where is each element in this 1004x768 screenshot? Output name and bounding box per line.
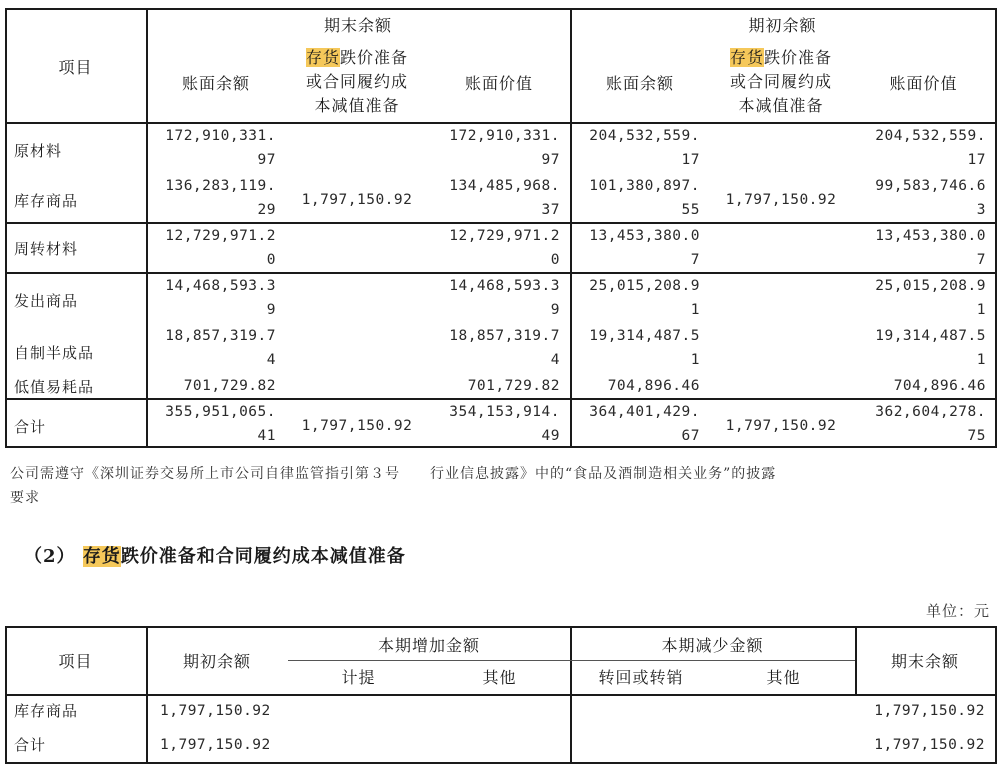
cell-e-val bbox=[430, 374, 560, 398]
cell-e-val bbox=[430, 124, 560, 172]
col-header-value: 账面价值 bbox=[464, 74, 533, 93]
cell-text: 1 bbox=[976, 352, 986, 368]
cell-text: 4 bbox=[266, 352, 276, 368]
cell-text: 67 bbox=[681, 428, 700, 444]
col-header-reserve: 存货跌价准备 或合同履约成 本减值准备 bbox=[729, 48, 833, 115]
cell-b-bal bbox=[574, 274, 700, 322]
cell-text: 13,453,380.0 bbox=[589, 228, 700, 244]
row-label: 库存商品 bbox=[14, 192, 79, 210]
cell-b-res: 1,797,150.92 bbox=[725, 418, 837, 434]
cell-text: 99,583,746.6 bbox=[875, 178, 986, 194]
cell-text: 19,314,487.5 bbox=[875, 328, 986, 344]
cell-text: 18,857,319.7 bbox=[449, 328, 560, 344]
group-header-begin: 期初余额 bbox=[748, 16, 817, 35]
cell-text: 9 bbox=[550, 302, 560, 318]
cell-e-val bbox=[430, 174, 560, 222]
subheader-divider bbox=[288, 660, 855, 661]
cell-b-bal bbox=[574, 374, 700, 398]
col-header-provision: 计提 bbox=[341, 668, 376, 687]
cell-text: 55 bbox=[681, 202, 700, 218]
cell-b-bal bbox=[574, 174, 700, 222]
row-label: 发出商品 bbox=[14, 292, 79, 310]
table-border-right bbox=[995, 626, 997, 764]
cell-e-val bbox=[430, 274, 560, 322]
row-label: 周转材料 bbox=[14, 240, 79, 258]
table-border-right bbox=[995, 8, 997, 448]
table-border-left bbox=[5, 626, 7, 764]
group-header-decrease: 本期减少金额 bbox=[661, 636, 764, 655]
cell-text: 172,910,331. bbox=[165, 128, 276, 144]
cell-e-bal bbox=[150, 224, 276, 272]
cell-e-bal bbox=[150, 124, 276, 172]
col-header-other: 其他 bbox=[482, 668, 517, 687]
cell-text: 18,857,319.7 bbox=[165, 328, 276, 344]
cell-b-val bbox=[856, 174, 986, 222]
cell-text: 701,729.82 bbox=[467, 378, 560, 394]
cell-text: 7 bbox=[976, 252, 986, 268]
cell-text: 41 bbox=[257, 428, 276, 444]
cell-b-val bbox=[856, 324, 986, 372]
group-header-increase: 本期增加金额 bbox=[377, 636, 480, 655]
cell-text: 12,729,971.2 bbox=[449, 228, 560, 244]
col-header-reversal: 转回或转销 bbox=[598, 668, 684, 687]
cell-e-val bbox=[430, 400, 560, 448]
cell-text: 9 bbox=[266, 302, 276, 318]
col-header-begin: 期初余额 bbox=[182, 652, 251, 671]
table-border-top bbox=[5, 626, 997, 628]
row-label: 原材料 bbox=[14, 142, 63, 160]
row-label: 合计 bbox=[14, 418, 47, 436]
cell-text: 97 bbox=[541, 152, 560, 168]
col-header-balance: 账面余额 bbox=[181, 74, 250, 93]
cell-text: 362,604,278. bbox=[875, 404, 986, 420]
cell-text: 704,896.46 bbox=[893, 378, 986, 394]
cell-b-val bbox=[856, 400, 986, 448]
cell-text: 355,951,065. bbox=[165, 404, 276, 420]
cell-text: 701,729.82 bbox=[183, 378, 276, 394]
cell-text: 13,453,380.0 bbox=[875, 228, 986, 244]
cell-e-bal bbox=[150, 324, 276, 372]
cell-b-bal bbox=[574, 400, 700, 448]
cell-e-res: 1,797,150.92 bbox=[301, 418, 413, 434]
col-header-other: 其他 bbox=[766, 668, 801, 687]
cell-end: 1,797,150.92 bbox=[874, 703, 985, 719]
row-label: 合计 bbox=[14, 736, 47, 754]
highlight-mark: 存货 bbox=[82, 546, 121, 567]
cell-text: 204,532,559. bbox=[589, 128, 700, 144]
cell-text: 1 bbox=[690, 352, 700, 368]
cell-text: 25,015,208.9 bbox=[875, 278, 986, 294]
table-border-bottom bbox=[5, 762, 997, 764]
cell-text: 4 bbox=[550, 352, 560, 368]
cell-text: 204,532,559. bbox=[875, 128, 986, 144]
cell-e-val bbox=[430, 224, 560, 272]
cell-e-bal bbox=[150, 274, 276, 322]
cell-text: 101,380,897. bbox=[589, 178, 700, 194]
cell-b-res: 1,797,150.92 bbox=[725, 192, 837, 208]
cell-e-bal bbox=[150, 400, 276, 448]
group-header-end: 期末余额 bbox=[323, 16, 392, 35]
col-header-end: 期末余额 bbox=[890, 652, 959, 671]
cell-text: 14,468,593.3 bbox=[165, 278, 276, 294]
cell-b-bal bbox=[574, 124, 700, 172]
highlight-mark: 存货 bbox=[305, 48, 340, 67]
cell-begin: 1,797,150.92 bbox=[160, 703, 271, 719]
cell-text: 134,485,968. bbox=[449, 178, 560, 194]
cell-text: 0 bbox=[266, 252, 276, 268]
row-label: 自制半成品 bbox=[14, 344, 95, 362]
cell-text: 97 bbox=[257, 152, 276, 168]
disclosure-note: 公司需遵守《深圳证券交易所上市公司自律监管指引第３号 行业信息披露》中的“食品及酒制造相关业务”的披露 要求 bbox=[10, 466, 777, 506]
cell-e-bal bbox=[150, 374, 276, 398]
cell-text: 12,729,971.2 bbox=[165, 228, 276, 244]
cell-e-res: 1,797,150.92 bbox=[301, 192, 413, 208]
cell-text: 25,015,208.9 bbox=[589, 278, 700, 294]
cell-text: 49 bbox=[541, 428, 560, 444]
cell-e-bal bbox=[150, 174, 276, 222]
cell-b-bal bbox=[574, 224, 700, 272]
cell-text: 0 bbox=[550, 252, 560, 268]
cell-e-val bbox=[430, 324, 560, 372]
table-header-divider bbox=[5, 694, 997, 696]
cell-b-val bbox=[856, 124, 986, 172]
section-heading: （2） 存货跌价准备和合同履约成本减值准备 bbox=[24, 546, 406, 567]
cell-text: 704,896.46 bbox=[607, 378, 700, 394]
highlight-mark: 存货 bbox=[729, 48, 764, 67]
cell-text: 17 bbox=[681, 152, 700, 168]
cell-text: 1 bbox=[690, 302, 700, 318]
col-header-item: 项目 bbox=[58, 58, 93, 77]
unit-label: 单位：元 bbox=[925, 602, 990, 620]
cell-text: 75 bbox=[967, 428, 986, 444]
col-header-item: 项目 bbox=[58, 652, 93, 671]
col-divider bbox=[146, 626, 148, 764]
cell-text: 17 bbox=[967, 152, 986, 168]
cell-b-val bbox=[856, 224, 986, 272]
cell-text: 364,401,429. bbox=[589, 404, 700, 420]
row-label: 低值易耗品 bbox=[14, 378, 95, 396]
table-border-top bbox=[5, 8, 997, 10]
cell-text: 19,314,487.5 bbox=[589, 328, 700, 344]
cell-b-val bbox=[856, 374, 986, 398]
row-label: 库存商品 bbox=[14, 702, 79, 720]
col-header-balance: 账面余额 bbox=[605, 74, 674, 93]
cell-text: 354,153,914. bbox=[449, 404, 560, 420]
cell-text: 136,283,119. bbox=[165, 178, 276, 194]
cell-text: 29 bbox=[257, 202, 276, 218]
col-header-value: 账面价值 bbox=[889, 74, 958, 93]
cell-text: 3 bbox=[976, 202, 986, 218]
cell-text: 37 bbox=[541, 202, 560, 218]
cell-text: 14,468,593.3 bbox=[449, 278, 560, 294]
cell-b-val bbox=[856, 274, 986, 322]
cell-text: 172,910,331. bbox=[449, 128, 560, 144]
cell-begin: 1,797,150.92 bbox=[160, 737, 271, 753]
cell-b-bal bbox=[574, 324, 700, 372]
col-header-reserve: 存货跌价准备 或合同履约成 本减值准备 bbox=[305, 48, 409, 115]
cell-text: 7 bbox=[690, 252, 700, 268]
cell-text: 1 bbox=[976, 302, 986, 318]
cell-end: 1,797,150.92 bbox=[874, 737, 985, 753]
